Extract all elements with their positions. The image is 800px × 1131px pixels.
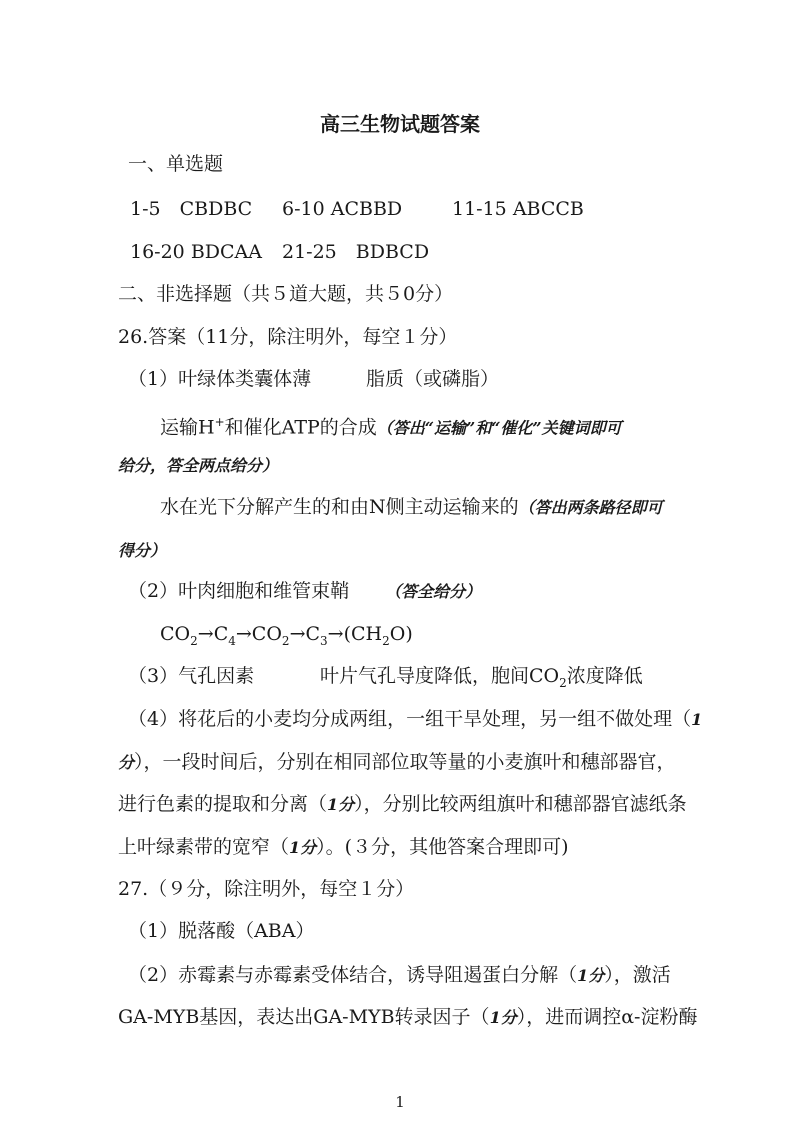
text: ），激活 xyxy=(604,964,671,986)
text: C xyxy=(213,623,229,645)
section-single-choice-heading: 一、单选题 xyxy=(128,153,224,175)
q27-part1-answer: （1）脱落酸（ABA） xyxy=(128,920,315,942)
text: （2）叶肉细胞和维管束鞘 xyxy=(128,580,350,602)
answers-1-5: 1-5 CBDBC xyxy=(130,198,253,220)
text: CO xyxy=(160,623,191,645)
q26-part4-line2 xyxy=(118,749,676,776)
arrow: → xyxy=(235,623,252,645)
text: ），分别比较两组旗叶和穗部器官滤纸条 xyxy=(354,793,687,815)
subscript: 2 xyxy=(382,633,390,648)
page-title: 高三生物试题答案 xyxy=(320,112,480,136)
text: ），进而调控α-淀粉酶 xyxy=(516,1006,698,1028)
text: O) xyxy=(389,623,413,645)
grading-note: 给分，答全两点给分） xyxy=(118,456,279,475)
text: (CH xyxy=(343,623,383,645)
superscript: + xyxy=(214,415,225,429)
arrow: → xyxy=(289,623,306,645)
answers-11-15: 11-15 ABCCB xyxy=(452,198,584,220)
arrow: → xyxy=(327,623,344,645)
text: 水在光下分解产生的和由N侧主动运输来的 xyxy=(160,496,519,518)
q26-part4-line3 xyxy=(118,791,687,818)
text: 进行色素的提取和分离（ xyxy=(118,793,328,815)
q26-part1-line4 xyxy=(160,494,663,521)
q26-heading: 26.答案（11分，除注明外，每空１分） xyxy=(118,326,458,348)
text: CO xyxy=(251,623,282,645)
arrow: → xyxy=(197,623,214,645)
grading-note: （答全给分） xyxy=(385,582,482,601)
text: 和催化ATP的合成 xyxy=(224,416,377,439)
grading-note: 得分） xyxy=(118,541,167,560)
grading-note: （答出“运输”和“催化”关键词即可 xyxy=(376,418,622,438)
text: ）。(３分，其他答案合理即可) xyxy=(316,836,569,858)
grading-note: 1分 xyxy=(489,1008,517,1027)
grading-note: 1分 xyxy=(577,966,605,985)
text: （2）赤霉素与赤霉素受体结合，诱导阻遏蛋白分解（ xyxy=(128,964,578,986)
subscript: 2 xyxy=(281,633,290,648)
q26-part4-line4 xyxy=(118,834,568,861)
section-non-choice-heading: 二、非选择题（共５道大题，共５0分） xyxy=(118,283,454,305)
text: （4）将花后的小麦均分成两组，一组干旱处理，另一组不做处理（ xyxy=(128,708,692,730)
answers-21-25: 21-25 BDBCD xyxy=(282,241,430,263)
q26-part4-line1 xyxy=(128,706,702,733)
q26-part3-answer-b xyxy=(320,663,643,696)
q26-part1-answer-a: （1）叶绿体类囊体薄 xyxy=(128,368,312,390)
text: 运输H xyxy=(160,416,215,439)
grading-note: 1分 xyxy=(289,838,317,857)
page-number: 1 xyxy=(395,1093,405,1111)
q27-heading: 27.（９分，除注明外，每空１分） xyxy=(118,878,415,900)
q26-part1-line2 xyxy=(160,409,622,441)
grading-note: 1分 xyxy=(327,795,355,814)
text: 叶片气孔导度降低，胞间CO xyxy=(320,665,560,687)
q27-part2-line1 xyxy=(128,962,671,989)
answers-6-10: 6-10 ACBBD xyxy=(282,198,403,220)
q26-part2-answer xyxy=(128,578,481,605)
q27-part2-line2 xyxy=(118,1004,697,1031)
text: C xyxy=(305,623,321,645)
text: 浓度降低 xyxy=(566,665,643,687)
answers-16-20: 16-20 BDCAA xyxy=(130,241,262,263)
grading-note: 1 xyxy=(691,710,703,729)
grading-note: （答出两条路径即可 xyxy=(518,498,663,517)
subscript: 2 xyxy=(559,675,567,690)
subscript: 3 xyxy=(320,633,328,648)
q26-part1-answer-b: 脂质（或磷脂） xyxy=(366,368,500,390)
text: GA-MYB基因，表达出GA-MYB转录因子（ xyxy=(118,1006,490,1028)
text: ），一段时间后，分别在相同部位取等量的小麦旗叶和穗部器官， xyxy=(134,751,676,773)
q26-part3-answer-a: （3）气孔因素 xyxy=(128,665,255,687)
text: 上叶绿素带的宽窄（ xyxy=(118,836,290,858)
subscript: 4 xyxy=(228,633,236,648)
carbon-pathway-equation xyxy=(160,621,413,654)
grading-note: 分 xyxy=(118,753,135,772)
subscript: 2 xyxy=(190,633,198,648)
